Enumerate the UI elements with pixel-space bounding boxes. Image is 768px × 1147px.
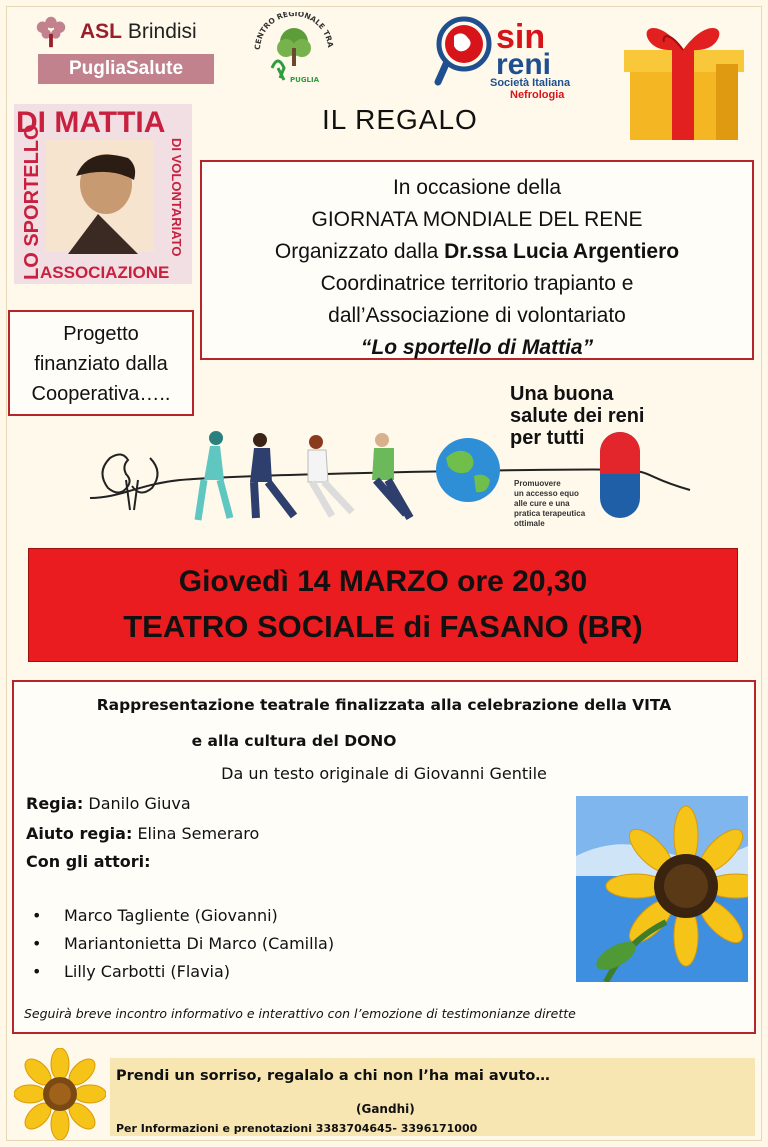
pill-icon bbox=[600, 432, 640, 518]
sin-text: sin bbox=[496, 18, 546, 56]
sportello-mattia-logo bbox=[14, 104, 192, 284]
intro-line6: “Lo sportello di Mattia” bbox=[360, 336, 594, 359]
wkd-headline3: per tutti bbox=[510, 427, 585, 449]
event-date: Giovedì 14 MARZO ore 20,30 bbox=[178, 565, 588, 598]
regia-line: Regia: Danilo Giuva bbox=[26, 794, 191, 813]
portrait-photo bbox=[46, 140, 154, 254]
actor-item: • Marco Tagliente (Giovanni) bbox=[32, 906, 278, 925]
sin-reni-logo bbox=[434, 8, 594, 103]
sunflower-photo bbox=[576, 796, 748, 982]
globe-icon bbox=[436, 438, 500, 502]
show-source: Da un testo originale di Giovanni Gentile bbox=[221, 764, 547, 783]
asl-name-city: Brindisi bbox=[127, 20, 197, 43]
project-line1: Progetto bbox=[63, 323, 139, 345]
actor-item: • Mariantonietta Di Marco (Camilla) bbox=[32, 934, 335, 953]
sunflower-icon bbox=[14, 1048, 106, 1140]
intro-box bbox=[200, 160, 754, 360]
wkd-small5: ottimale bbox=[514, 519, 545, 528]
quote-box bbox=[110, 1058, 755, 1136]
person-1 bbox=[198, 431, 230, 520]
sportello-left-text: LO SPORTELLO bbox=[21, 124, 43, 280]
ribbon-icon bbox=[272, 61, 284, 80]
intro-line3: Organizzato dalla Dr.ssa Lucia Argentiero bbox=[274, 240, 680, 263]
asl-brindisi-logo bbox=[32, 12, 217, 84]
wkd-small3: alle cure e una bbox=[514, 499, 570, 508]
wkd-small1: Promuovere bbox=[514, 479, 561, 488]
crt-puglia: PUGLIA bbox=[290, 76, 320, 84]
sportello-top-text: DI MATTIA bbox=[16, 106, 166, 139]
contact-info: Per Informazioni e prenotazioni 3383704645- 3396171000 bbox=[116, 1122, 478, 1135]
intro-line1: In occasione della bbox=[392, 176, 562, 199]
magnifier-globe-icon bbox=[438, 19, 489, 82]
crt-ring-text: CENTRO REGIONALE TRA bbox=[252, 12, 335, 51]
quote-author: (Gandhi) bbox=[356, 1102, 415, 1116]
aiuto-regia-line: Aiuto regia: Elina Semeraro bbox=[26, 824, 260, 843]
wkd-headline2: salute dei reni bbox=[510, 405, 645, 427]
asl-name-prefix: ASL bbox=[80, 20, 122, 43]
kidney-icon bbox=[102, 454, 157, 510]
wkd-small2: un accesso equo bbox=[514, 489, 579, 498]
show-heading2: e alla cultura del DONO bbox=[191, 732, 397, 750]
person-4 bbox=[372, 433, 410, 518]
sportello-right-text: DI VOLONTARIATO bbox=[169, 138, 184, 257]
wkd-headline1: Una buona bbox=[510, 383, 614, 405]
actor-item: • Lilly Carbotti (Flavia) bbox=[32, 962, 231, 981]
intro-line5: dall’Associazione di volontariato bbox=[328, 304, 626, 327]
organizer-name: Dr.ssa Lucia Argentiero bbox=[444, 240, 680, 263]
person-3 bbox=[308, 435, 352, 516]
gift-box-icon bbox=[620, 12, 748, 144]
project-line2: finanziato dalla bbox=[34, 353, 168, 375]
event-venue: TEATRO SOCIALE di FASANO (BR) bbox=[123, 609, 643, 644]
attori-label: Con gli attori: bbox=[26, 852, 151, 871]
show-note: Seguirà breve incontro informativo e interattivo con l’emozione di testimonianze dirette bbox=[24, 1006, 576, 1021]
tree-icon bbox=[277, 28, 311, 66]
reni-text: reni bbox=[496, 48, 552, 81]
sinreni-line2: Nefrologia bbox=[510, 89, 565, 101]
puglia-salute-bar: PugliaSalute bbox=[38, 54, 214, 84]
tree-icon bbox=[32, 13, 70, 51]
centro-trapianti-logo bbox=[250, 12, 338, 84]
sportello-bottom-text: ASSOCIAZIONE bbox=[40, 263, 170, 282]
intro-line4: Coordinatrice territorio trapianto e bbox=[320, 272, 634, 295]
project-line3: Cooperativa….. bbox=[31, 383, 171, 405]
intro-line2: GIORNATA MONDIALE DEL RENE bbox=[311, 208, 643, 231]
show-heading1: Rappresentazione teatrale finalizzata alla celebrazione della VITA bbox=[96, 696, 672, 714]
event-banner bbox=[28, 548, 738, 662]
page-title: IL REGALO bbox=[322, 104, 478, 135]
sinreni-line1: Società Italiana bbox=[490, 77, 571, 89]
world-kidney-day-illustration bbox=[80, 380, 700, 535]
wkd-small4: pratica terapeutica bbox=[514, 509, 586, 518]
gandhi-quote: Prendi un sorriso, regalalo a chi non l’ha mai avuto… bbox=[116, 1068, 550, 1084]
